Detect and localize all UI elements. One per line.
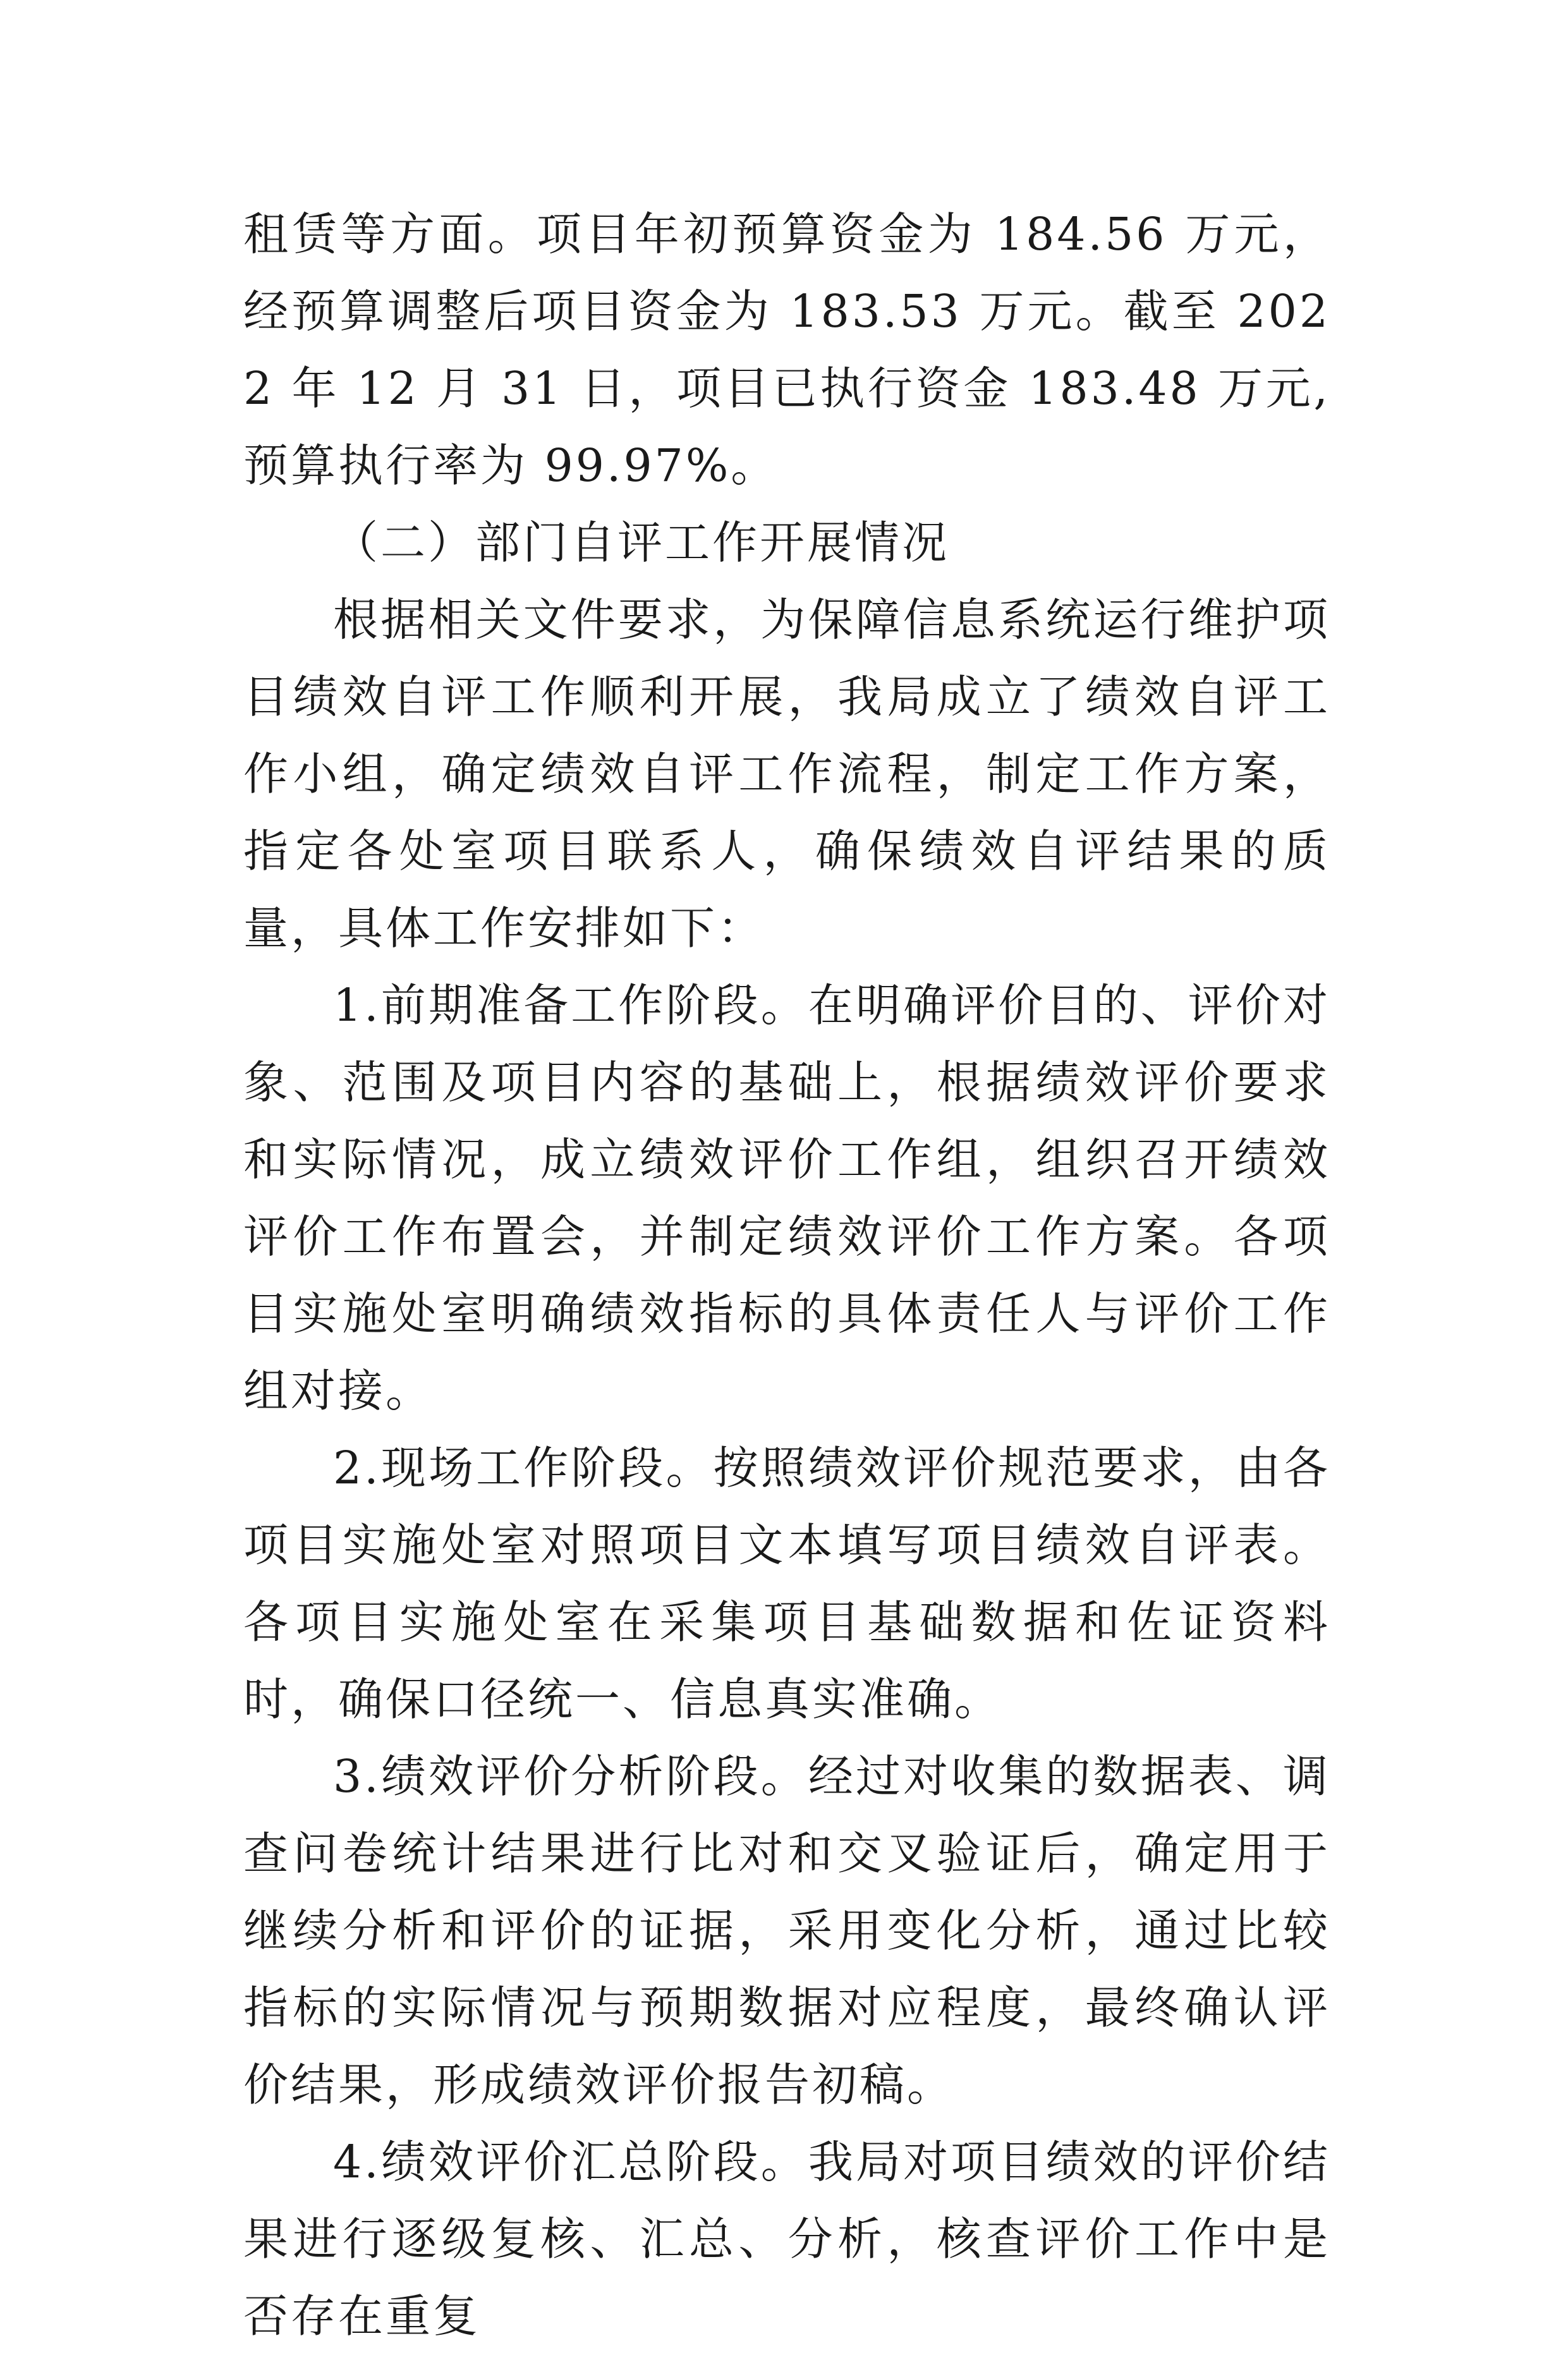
paragraph-evaluation-overview: 根据相关文件要求，为保障信息系统运行维护项目绩效自评工作顺利开展，我局成立了绩效自评工作小组，确定绩效自评工作流程，制定工作方案，指定各处室项目联系人，确保绩效自评结果的质量，具体工作安排如下： — [243, 593, 1330, 954]
paragraph-stage-preparation: 1.前期准备工作阶段。在明确评价目的、评价对象、范围及项目内容的基础上，根据绩效评价要求和实际情况，成立绩效评价工作组，组织召开绩效评价工作布置会，并制定绩效评价工作方案。各项目实施处室明确绩效指标的具体责任人与评价工作组对接。 — [243, 979, 1330, 1417]
paragraph-stage-analysis: 3.绩效评价分析阶段。经过对收集的数据表、调查问卷统计结果进行比对和交叉验证后，确定用于继续分析和评价的证据，采用变化分析，通过比较指标的实际情况与预期数据对应程度，最终确认评价结果，形成绩效评价报告初稿。 — [243, 1750, 1330, 2111]
document-body — [243, 196, 1330, 2355]
paragraph-stage-summary: 4.绩效评价汇总阶段。我局对项目绩效的评价结果进行逐级复核、汇总、分析，核查评价工作中是否存在重复 — [243, 2136, 1330, 2342]
paragraph-stage-fieldwork: 2.现场工作阶段。按照绩效评价规范要求，由各项目实施处室对照项目文本填写项目绩效自评表。各项目实施处室在采集项目基础数据和佐证资料时，确保口径统一、信息真实准确。 — [243, 1442, 1330, 1725]
paragraph-budget-execution: 租赁等方面。项目年初预算资金为 184.56 万元，经预算调整后项目资金为 183.53 万元。截至 2022 年 12 月 31 日，项目已执行资金 183.48 万元,预算执行率为 99.97%。 — [243, 208, 1330, 492]
section-heading-self-evaluation: （二）部门自评工作开展情况 — [333, 516, 950, 569]
